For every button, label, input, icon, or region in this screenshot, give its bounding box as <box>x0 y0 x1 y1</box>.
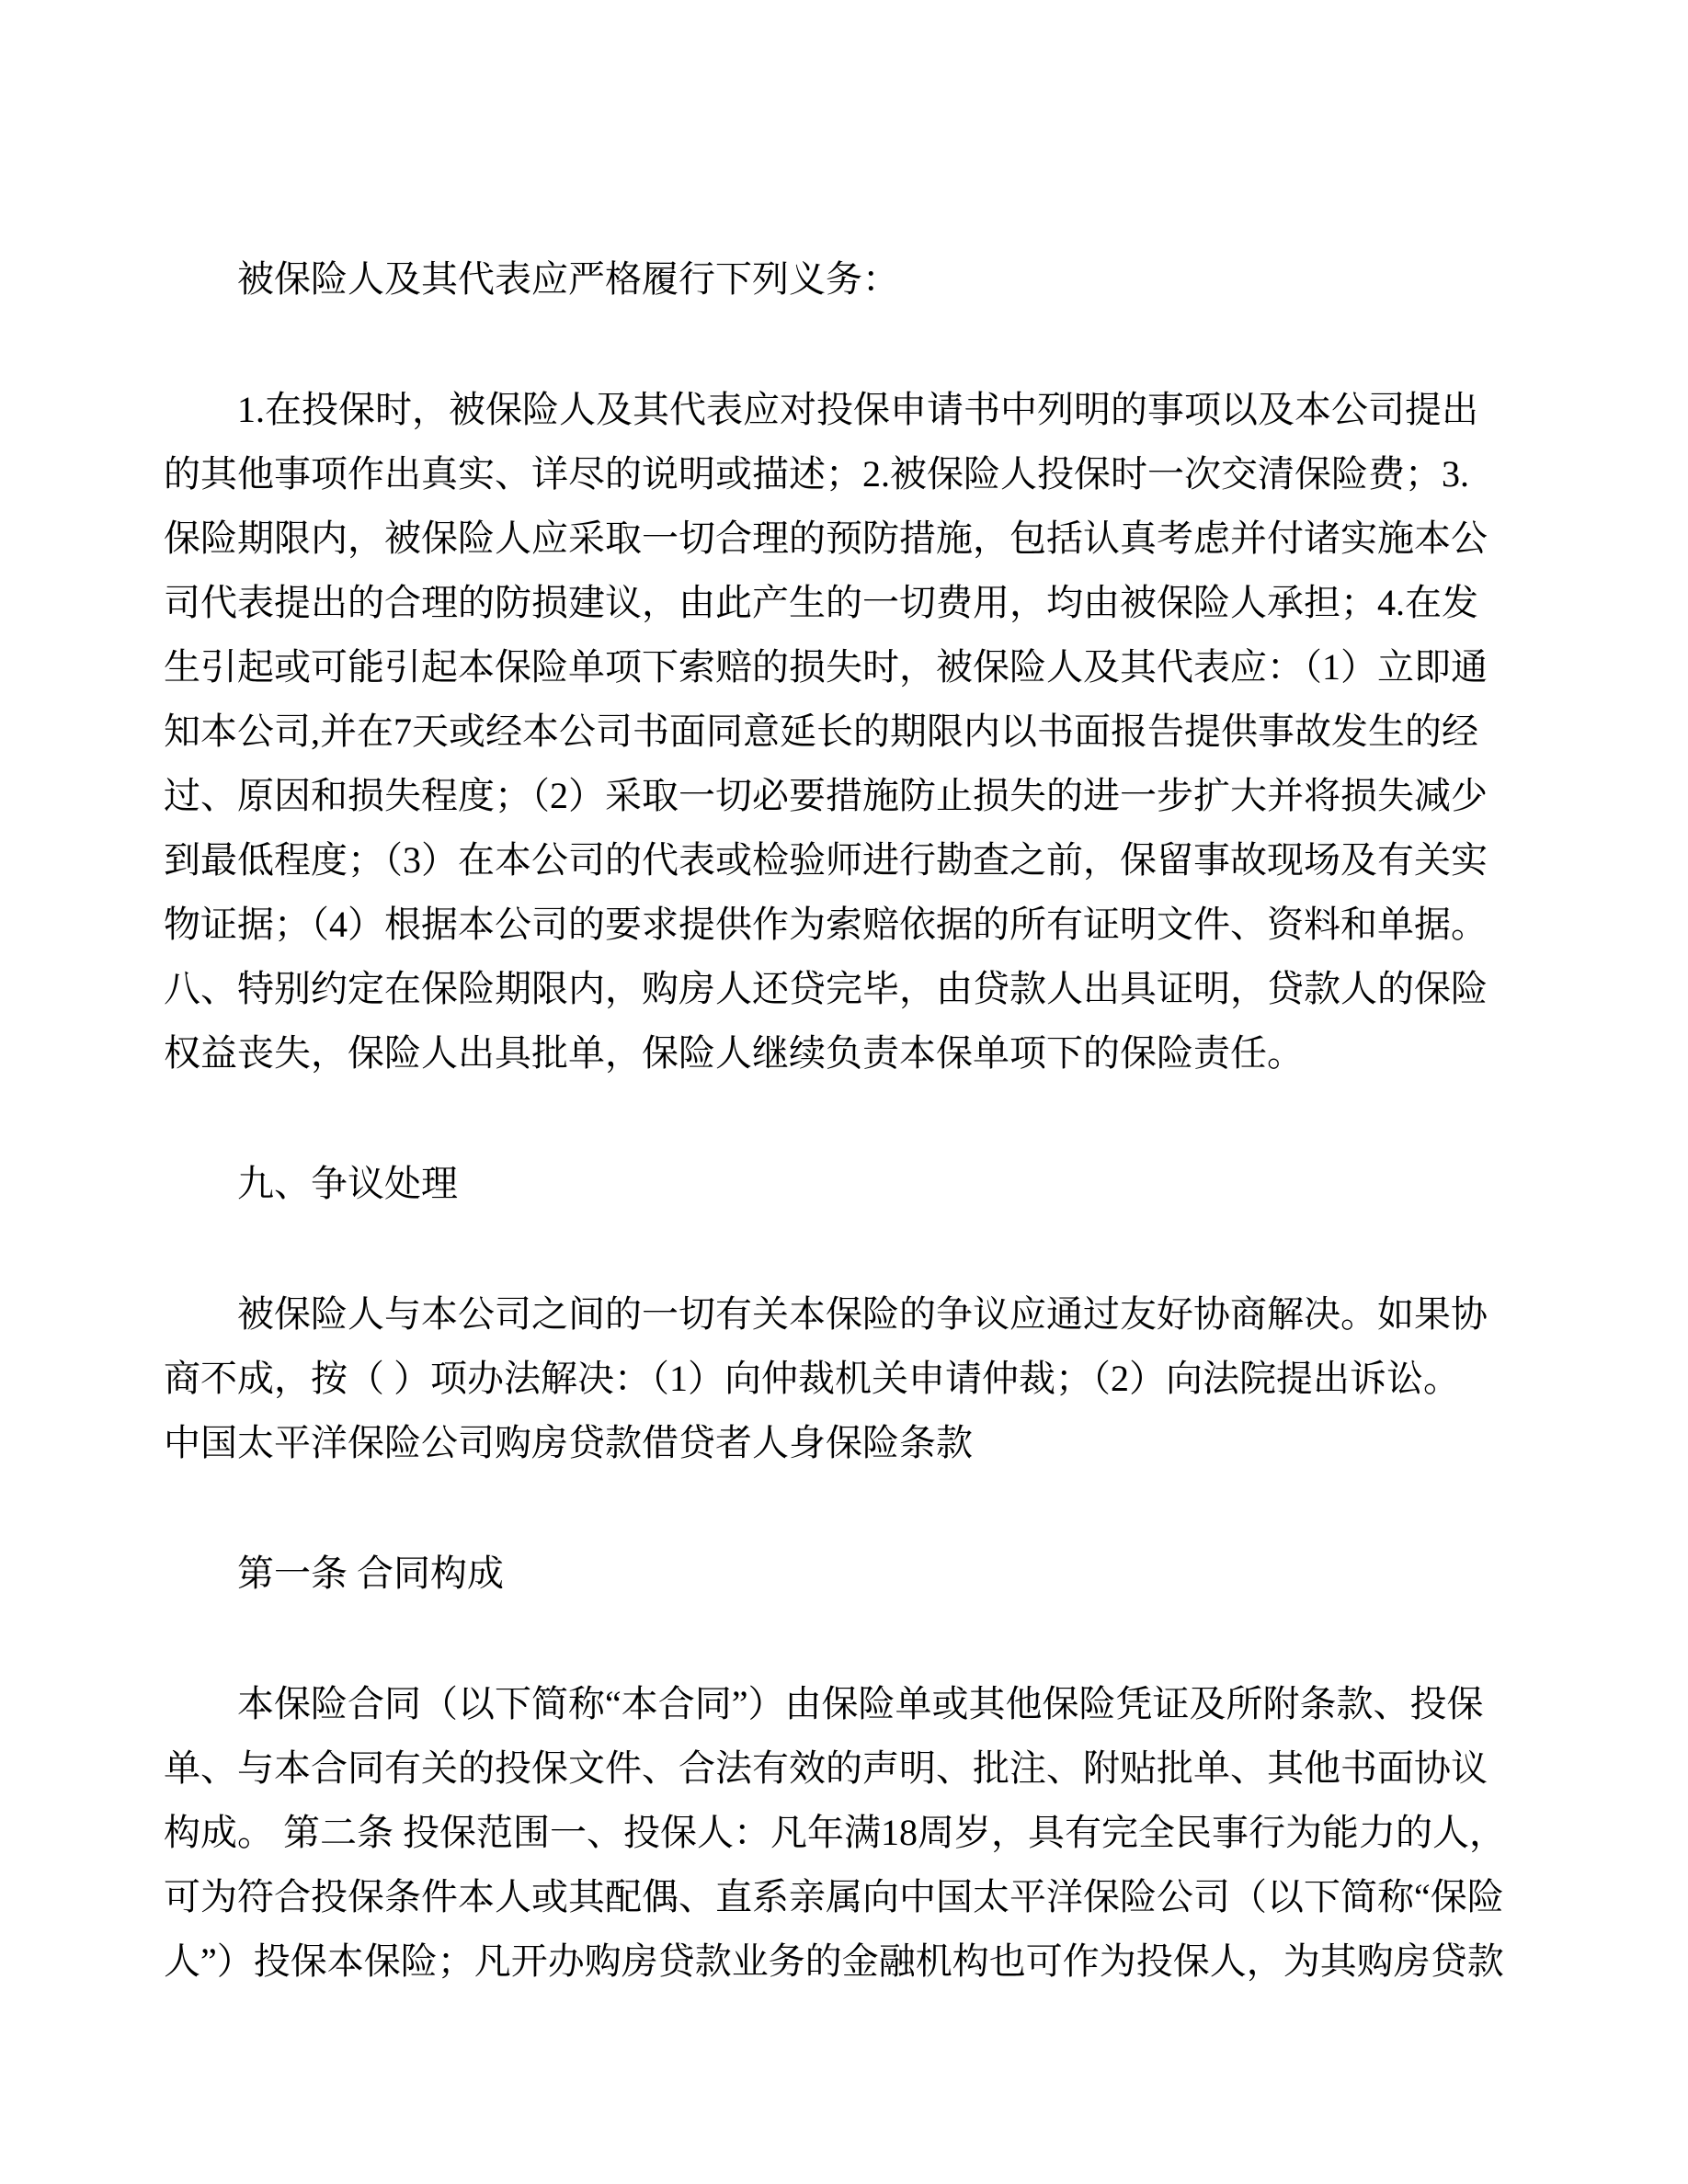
text-line: 的其他事项作出真实、详尽的说明或描述；2.被保险人投保时一次交清保险费；3. <box>164 453 1469 495</box>
text-line: 1.在投保时，被保险人及其代表应对投保申请书中列明的事项以及本公司提出 <box>237 389 1478 430</box>
paragraph <box>164 247 1534 312</box>
text-line: 被保险人与本公司之间的一切有关本保险的争议应通过友好协商解决。如果协 <box>237 1293 1488 1335</box>
text-line: 构成。 第二条 投保范围一、投保人：凡年满18周岁，具有完全民事行为能力的人， <box>164 1812 1506 1853</box>
text-line: 过、原因和损失程度；（2）采取一切必要措施防止损失的进一步扩大并将损失减少 <box>164 775 1488 816</box>
document-body <box>164 247 1534 1994</box>
text-line: 第一条 合同构成 <box>237 1553 504 1594</box>
text-line: 单、与本合同有关的投保文件、合法有效的声明、批注、附贴批单、其他书面协议 <box>164 1747 1488 1789</box>
text-line: 八、特别约定在保险期限内，购房人还贷完毕，由贷款人出具证明，贷款人的保险 <box>164 968 1488 1009</box>
paragraph <box>164 378 1534 1086</box>
text-line: 九、争议处理 <box>237 1163 458 1204</box>
text-line: 商不成，按（ ）项办法解决：（1）向仲裁机关申请仲裁；（2）向法院提出诉讼。 <box>164 1358 1460 1399</box>
text-line: 物证据；（4）根据本公司的要求提供作为索赔依据的所有证明文件、资料和单据。 <box>164 904 1488 945</box>
paragraph <box>164 1282 1534 1475</box>
text-line: 人”）投保本保险；凡开办购房贷款业务的金融机构也可作为投保人，为其购房贷款 <box>164 1940 1504 1982</box>
text-line: 被保险人及其代表应严格履行下列义务： <box>237 258 899 300</box>
paragraph <box>164 1152 1534 1216</box>
text-line: 中国太平洋保险公司购房贷款借贷者人身保险条款 <box>164 1422 973 1463</box>
text-line: 可为符合投保条件本人或其配偶、直系亲属向中国太平洋保险公司（以下简称“保险 <box>164 1876 1504 1917</box>
paragraph <box>164 1672 1534 1994</box>
text-line: 司代表提出的合理的防损建议，由此产生的一切费用，均由被保险人承担；4.在发 <box>164 582 1478 623</box>
text-line: 本保险合同（以下简称“本合同”）由保险单或其他保险凭证及所附条款、投保 <box>237 1683 1484 1724</box>
text-line: 知本公司,并在7天或经本公司书面同意延长的期限内以书面报告提供事故发生的经 <box>164 711 1478 752</box>
text-line: 到最低程度；（3）在本公司的代表或检验师进行勘查之前，保留事故现场及有关实 <box>164 839 1488 881</box>
paragraph <box>164 1541 1534 1606</box>
text-line: 权益丧失，保险人出具批单，保险人继续负责本保单项下的保险责任。 <box>164 1032 1304 1074</box>
text-line: 保险期限内，被保险人应采取一切合理的预防措施，包括认真考虑并付诸实施本公 <box>164 518 1488 559</box>
text-line: 生引起或可能引起本保险单项下索赔的损失时，被保险人及其代表应：（1）立即通 <box>164 646 1488 688</box>
